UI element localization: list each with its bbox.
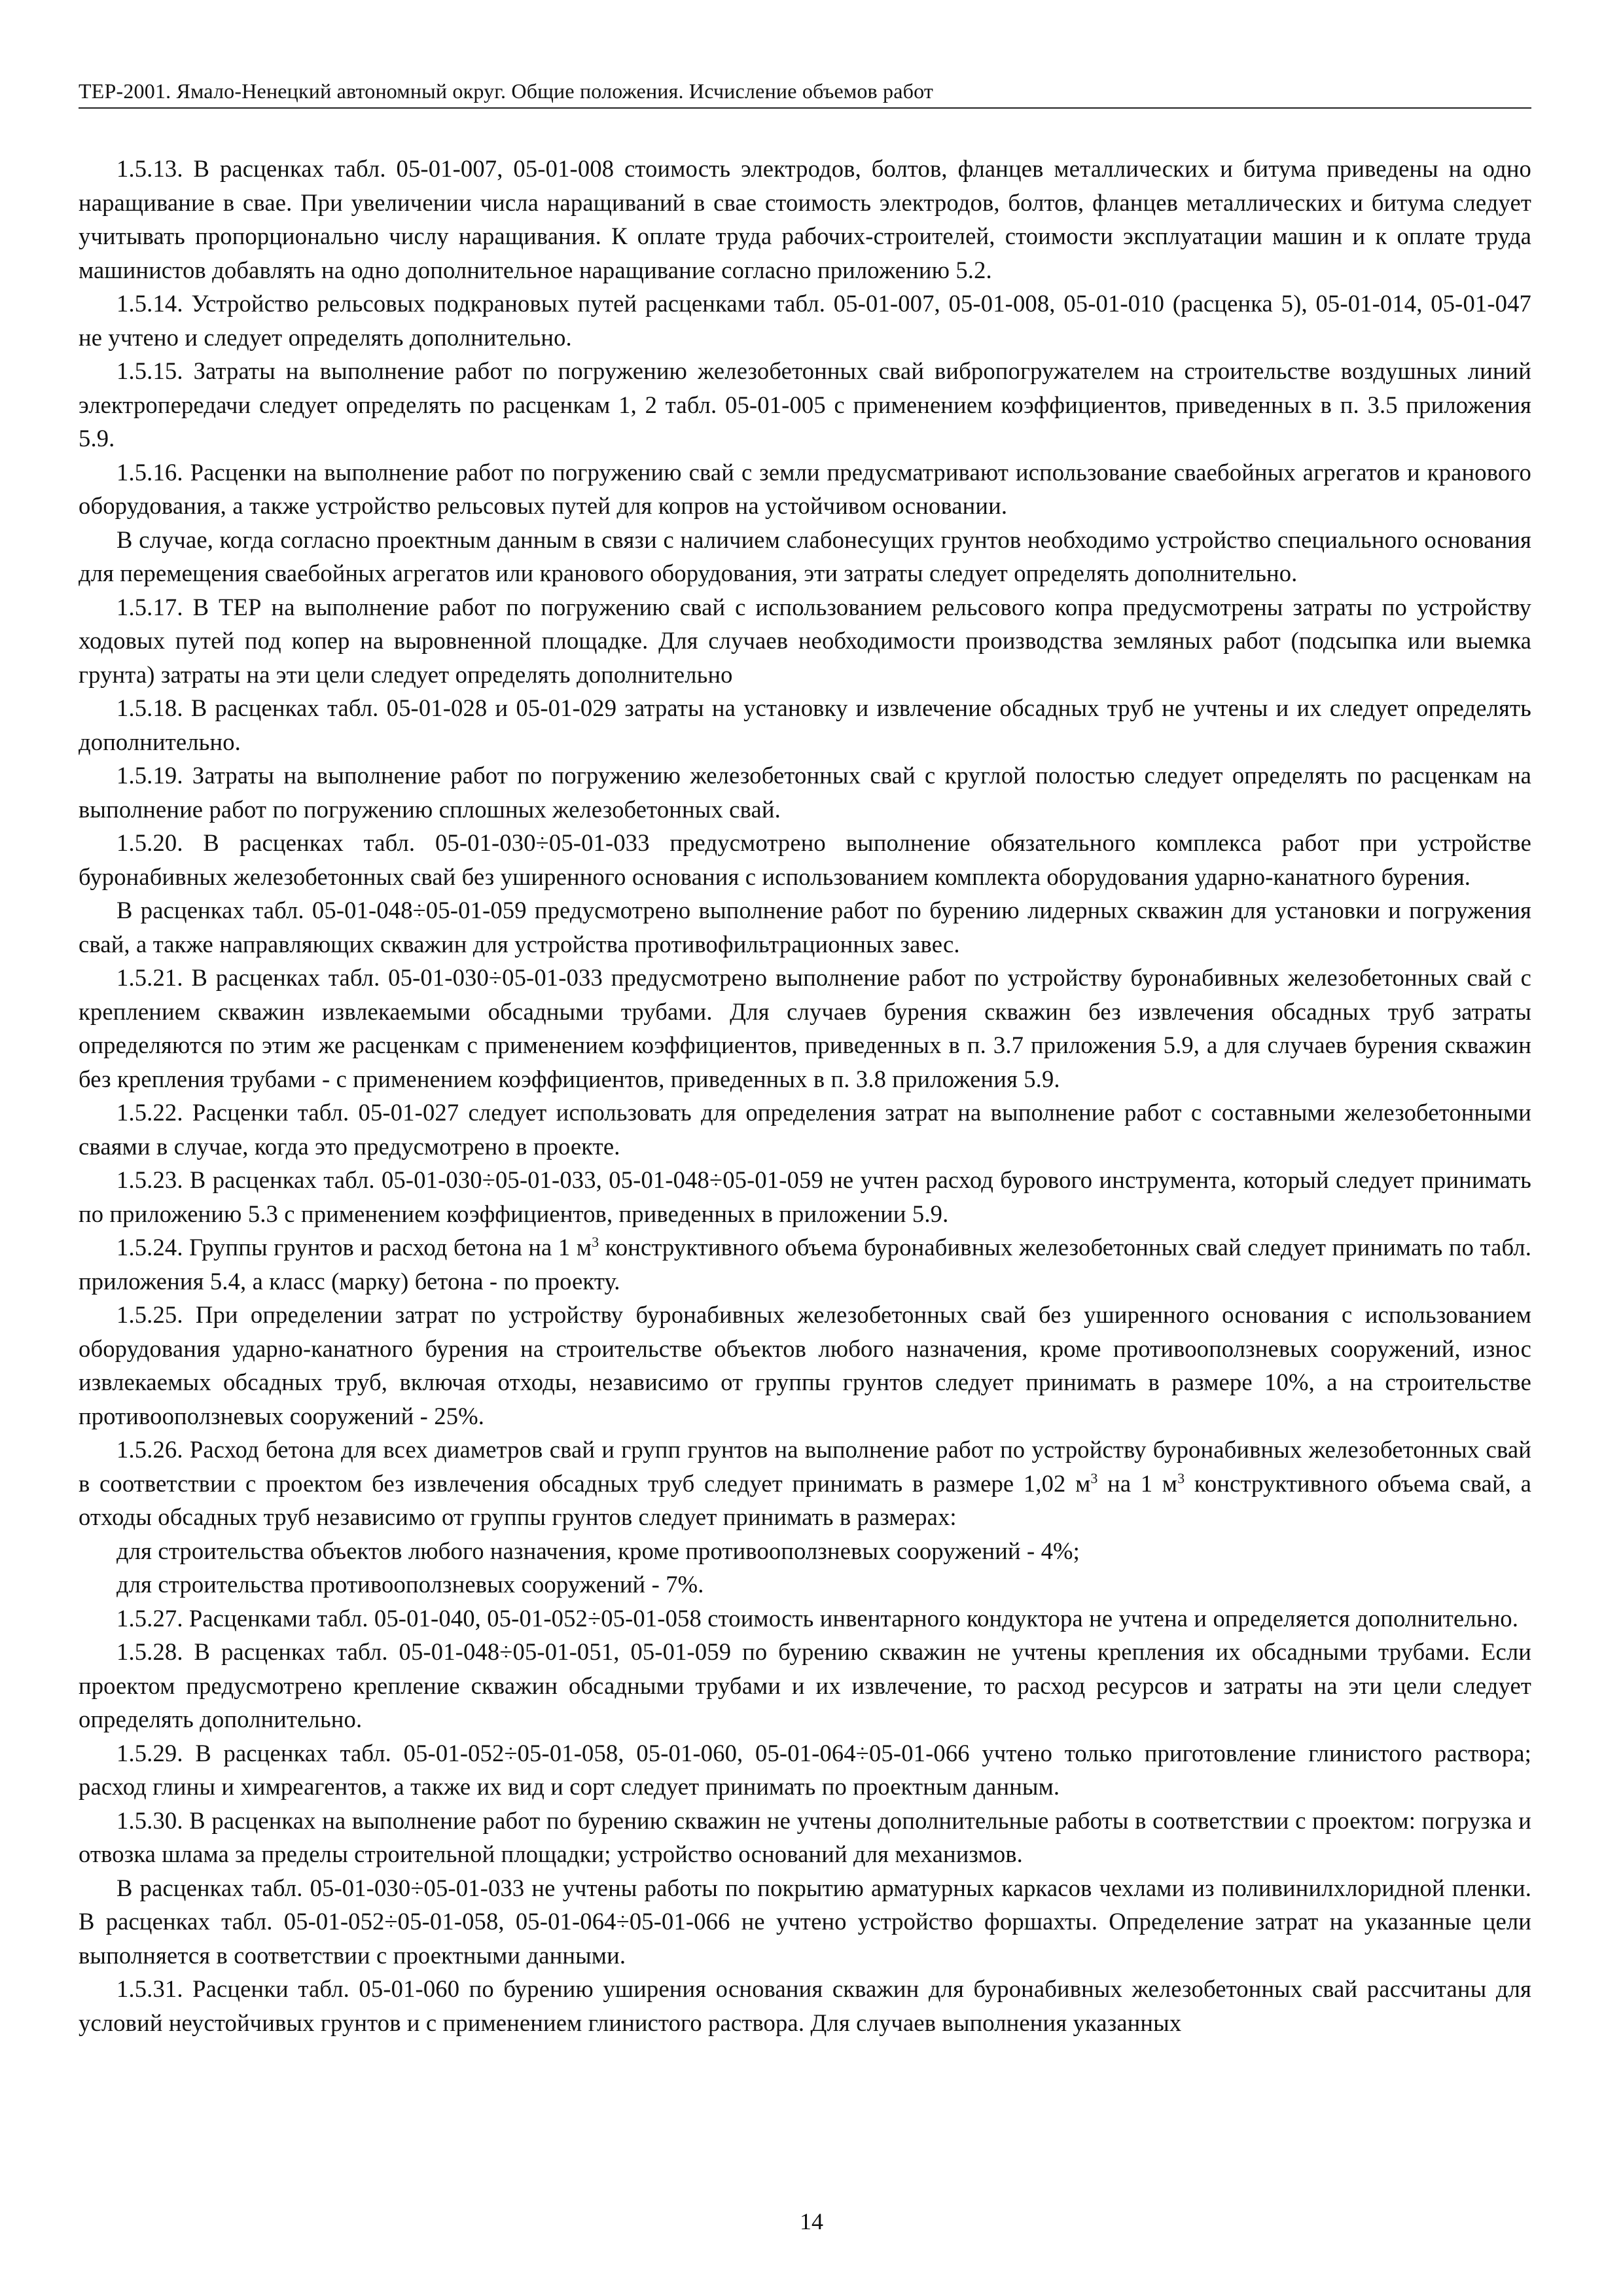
paragraph-1-5-30-cont: В расценках табл. 05-01-030÷05-01-033 не учтены работы по покрытию арматурных каркасов чехлами из поливинилхлоридной пленки. В расценках табл. 05-01-052÷05-01-058, 05-01-064÷05-01-066 не учтено устройство форшахты. Определение затрат на указанные цели выполняется в соответствии с проектными данными. <box>79 1874 1531 1969</box>
paragraph-1-5-18: 1.5.18. В расценках табл. 05-01-028 и 05-01-029 затраты на установку и извлечение обсадных труб не учтены и их следует определять дополнительно. <box>79 694 1531 755</box>
paragraph-1-5-20: 1.5.20. В расценках табл. 05-01-030÷05-01-033 предусмотрено выполнение обязательного комплекса работ при устройстве буронабивных железобетонных свай без уширенного основания с использованием комплекта оборудования ударно-канатного бурения. <box>79 829 1531 890</box>
paragraph-1-5-30: 1.5.30. В расценках на выполнение работ по бурению скважин не учтены дополнительные работы в соответствии с проектом: погрузка и отвозка шлама за пределы строительной площадки; устройство оснований для механизмов. <box>79 1806 1531 1867</box>
list-line-landslide: для строительства противооползневых сооружений - 7%. <box>116 1571 704 1598</box>
running-header: ТЕР-2001. Ямало-Ненецкий автономный округ. Общие положения. Исчисление объемов работ <box>79 77 1531 109</box>
paragraph-1-5-16-cont: В случае, когда согласно проектным данным в связи с наличием слабонесущих грунтов необходимо устройство специального основания для перемещения сваебойных агрегатов или кранового оборудования, эти затраты следует определять дополнительно. <box>79 526 1531 586</box>
paragraph-1-5-13: 1.5.13. В расценках табл. 05-01-007, 05-01-008 стоимость электродов, болтов, фланцев металлических и битума приведены на одно наращивание в свае. При увеличении числа наращиваний в свае стоимость электродов, болтов, фланцев металлических и битума следует учитывать пропорционально числу наращивания. К оплате труда рабочих-строителей, стоимости эксплуатации машин и к оплате труда машинистов добавлять на одно дополнительное наращивание согласно приложению 5.2. <box>79 155 1531 283</box>
paragraph-1-5-24-text-b: конструктивного объема буронабивных железобетонных свай следует принимать по табл. приложения 5.4, а класс (марку) бетона - по проекту. <box>79 1234 1532 1295</box>
paragraph-1-5-26-text-a: 1.5.26. Расход бетона для всех диаметров свай и групп грунтов на выполнение работ по устройству буронабивных железобетонных свай в соответствии с проектом без извлечения обсадных труб следует принимать в размере 1,02 м <box>79 1436 1531 1497</box>
paragraph-1-5-22: 1.5.22. Расценки табл. 05-01-027 следует использовать для определения затрат на выполнение работ с составными железобетонными сваями в случае, когда это предусмотрено в проекте. <box>79 1099 1531 1160</box>
paragraph-1-5-21: 1.5.21. В расценках табл. 05-01-030÷05-01-033 предусмотрено выполнение работ по устройству буронабивных железобетонных свай с креплением скважин извлекаемыми обсадными трубами. Для случаев бурения скважин без извлечения обсадных труб затраты определяются по этим же расценкам с применением коэффициентов, приведенных в п. 3.7 приложения 5.9, а для случаев бурения скважин без крепления трубами - с применением коэффициентов, приведенных в п. 3.8 приложения 5.9. <box>79 964 1531 1092</box>
paragraph-1-5-15: 1.5.15. Затраты на выполнение работ по погружению железобетонных свай вибропогружателем на строительстве воздушных линий электропередачи следует определять по расценкам 1, 2 табл. 05-01-005 с применением коэффициентов, приведенных в п. 3.5 приложения 5.9. <box>79 357 1531 452</box>
paragraph-1-5-17: 1.5.17. В ТЕР на выполнение работ по погружению свай с использованием рельсового копра предусмотрены затраты по устройству ходовых путей под копер на выровненной площадке. Для случаев необходимости производства земляных работ (подсыпка или выемка грунта) затраты на эти цели следует определять дополнительно <box>79 593 1531 688</box>
paragraph-1-5-25: 1.5.25. При определении затрат по устройству буронабивных железобетонных свай без уширенного основания с использованием оборудования ударно-канатного бурения на строительстве объектов любого назначения, кроме противооползневых сооружений, износ извлекаемых обсадных труб, включая отходы, независимо от группы грунтов следует принимать в размере 10%, а на строительстве противооползневых сооружений - 25%. <box>79 1301 1531 1429</box>
document-body <box>79 152 1531 2039</box>
paragraph-1-5-16: 1.5.16. Расценки на выполнение работ по погружению свай с земли предусматривают использование сваебойных агрегатов и кранового оборудования, а также устройство рельсовых путей для копров на устойчивом основании. <box>79 458 1531 519</box>
paragraph-1-5-26-text-c: конструктивного объема свай, а отходы обсадных труб независимо от группы грунтов следует принимать в размерах: <box>79 1469 1532 1530</box>
page-number: 14 <box>800 2208 823 2234</box>
paragraph-1-5-26-text-b: на 1 м <box>1097 1469 1178 1497</box>
paragraph-1-5-26 <box>79 1433 1531 1534</box>
paragraph-1-5-19: 1.5.19. Затраты на выполнение работ по погружению железобетонных свай с круглой полостью следует определять по расценкам на выполнение работ по погружению сплошных железобетонных свай. <box>79 762 1531 823</box>
paragraph-1-5-14: 1.5.14. Устройство рельсовых подкрановых путей расценками табл. 05-01-007, 05-01-008, 05-01-010 (расценка 5), 05-01-014, 05-01-047 не учтено и следует определять дополнительно. <box>79 290 1531 351</box>
paragraph-1-5-24-text-a: 1.5.24. Группы грунтов и расход бетона на 1 м <box>116 1234 592 1261</box>
paragraph-1-5-28: 1.5.28. В расценках табл. 05-01-048÷05-01-051, 05-01-059 по бурению скважин не учтены крепления их обсадными трубами. Если проектом предусмотрено крепление скважин обсадными трубами и их извлечение, то расход ресурсов и затраты на эти цели следует определять дополнительно. <box>79 1638 1531 1732</box>
paragraph-1-5-24 <box>79 1230 1531 1298</box>
paragraph-1-5-29: 1.5.29. В расценках табл. 05-01-052÷05-01-058, 05-01-060, 05-01-064÷05-01-066 учтено только приготовление глинистого раствора; расход глины и химреагентов, а также их вид и сорт следует принимать по проектным данным. <box>79 1739 1531 1800</box>
paragraph-1-5-27: 1.5.27. Расценками табл. 05-01-040, 05-01-052÷05-01-058 стоимость инвентарного кондуктора не учтена и определяется дополнительно. <box>116 1604 1519 1632</box>
superscript-cubic: 3 <box>592 1233 599 1250</box>
paragraph-1-5-31: 1.5.31. Расценки табл. 05-01-060 по бурению уширения основания скважин для буронабивных железобетонных свай рассчитаны для условий неустойчивых грунтов и с применением глинистого раствора. Для случаев выполнения указанных <box>79 1975 1531 2036</box>
paragraph-1-5-20-cont: В расценках табл. 05-01-048÷05-01-059 предусмотрено выполнение работ по бурению лидерных скважин для установки и погружения свай, а также направляющих скважин для устройства противофильтрационных завес. <box>79 897 1531 958</box>
paragraph-1-5-23: 1.5.23. В расценках табл. 05-01-030÷05-01-033, 05-01-048÷05-01-059 не учтен расход бурового инструмента, который следует принимать по приложению 5.3 с применением коэффициентов, приведенных в приложении 5.9. <box>79 1166 1531 1227</box>
list-line-objects: для строительства объектов любого назначения, кроме противооползневых сооружений - 4%; <box>116 1537 1080 1564</box>
superscript-cubic: 3 <box>1177 1469 1185 1486</box>
superscript-cubic: 3 <box>1090 1469 1098 1486</box>
